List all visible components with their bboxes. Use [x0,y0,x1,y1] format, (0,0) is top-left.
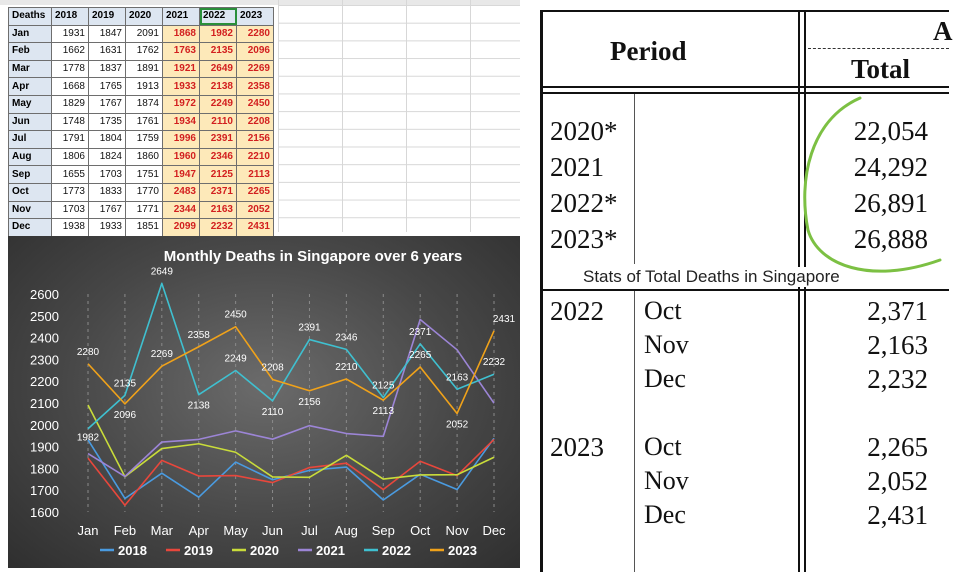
value-cell[interactable]: 1933 [163,78,200,96]
y-tick-label: 2500 [30,308,59,324]
annual-total: 26,888 [853,224,928,254]
value-cell[interactable]: 1767 [89,95,126,113]
data-label: 2163 [445,372,469,384]
x-tick-label: Jan [77,523,99,538]
series-line-2022 [88,283,494,431]
legend-label: 2019 [184,543,213,558]
annual-period: 2023* [550,224,618,254]
data-label: 2249 [224,353,247,365]
series-line-2020 [88,405,494,479]
x-tick-label: Dec [482,523,506,538]
value-cell[interactable]: 2099 [163,219,200,237]
value-cell[interactable]: 1824 [89,148,126,166]
data-label: 2649 [150,266,173,278]
legend-label: 2021 [316,543,345,558]
value-cell[interactable]: 2391 [200,131,237,149]
month-label: Dec [644,364,686,393]
data-label: 2210 [335,362,358,374]
header-cell-label[interactable]: Deaths [9,8,52,26]
value-cell[interactable]: 1868 [163,25,200,43]
month-cell[interactable]: Mar [9,60,52,78]
sheet-empty-grid [278,0,528,232]
data-label: 2265 [409,350,432,362]
data-label: 2280 [76,346,100,358]
series-line-2019 [88,439,494,505]
value-cell[interactable]: 1921 [163,60,200,78]
y-tick-label: 1700 [30,483,59,499]
data-label: 2096 [113,409,137,421]
data-label: 2371 [409,326,432,338]
month-cell[interactable]: May [9,95,52,113]
value-cell[interactable]: 2156 [237,131,274,149]
highlight-circle [790,90,949,290]
value-cell[interactable]: 2431 [237,219,274,237]
value-cell[interactable]: 1829 [52,95,89,113]
value-cell[interactable]: 2483 [163,183,200,201]
y-tick-label: 2200 [30,374,59,390]
data-label: 2138 [187,400,210,412]
value-cell[interactable]: 1931 [52,25,89,43]
header-cell-year[interactable]: 2018 [52,8,89,26]
legend-label: 2020 [250,543,279,558]
table-row [9,113,274,131]
month-cell[interactable]: Jun [9,113,52,131]
table-row [9,131,274,149]
data-label: 2125 [372,380,395,392]
table-border-left [540,10,543,572]
month-cell[interactable]: Feb [9,43,52,61]
value-cell[interactable]: 1891 [126,60,163,78]
value-cell[interactable]: 2265 [237,183,274,201]
x-tick-label: Mar [150,523,174,538]
y-tick-label: 1600 [30,505,59,520]
value-cell[interactable]: 2125 [200,166,237,184]
y-tick-label: 2300 [30,352,59,368]
month-cell[interactable]: Nov [9,201,52,219]
chart-legend [100,543,477,558]
value-cell[interactable]: 1748 [52,113,89,131]
value-cell[interactable]: 1947 [163,166,200,184]
value-cell[interactable]: 1938 [52,219,89,237]
value-cell[interactable]: 1972 [163,95,200,113]
data-label: 2208 [261,362,284,374]
block-year: 2023 [550,432,604,462]
month-label: Nov [644,330,689,359]
month-total: 2,431 [867,500,928,530]
x-tick-label: Sep [371,523,395,538]
value-cell[interactable]: 2113 [237,166,274,184]
month-cell[interactable]: Apr [9,78,52,96]
series-line-2018 [88,438,494,500]
table-header-row [9,8,274,26]
data-label: 2113 [372,406,395,418]
y-tick-label: 2000 [30,417,59,433]
header-cell-year[interactable]: 2020 [126,8,163,26]
header-cell-year[interactable]: 2019 [89,8,126,26]
x-tick-label: Aug [334,523,358,538]
data-label: 2358 [187,329,210,341]
data-label: 2232 [482,357,506,369]
value-cell[interactable]: 1751 [126,166,163,184]
data-label: 2110 [261,406,284,418]
value-cell[interactable]: 1761 [126,113,163,131]
line-chart [8,236,520,568]
value-cell[interactable]: 2346 [200,148,237,166]
value-cell[interactable]: 2110 [200,113,237,131]
value-cell[interactable]: 1759 [126,131,163,149]
data-label: 1982 [76,432,100,444]
table-row [9,166,274,184]
data-label: 2269 [150,349,173,361]
y-axis [30,287,59,520]
value-cell[interactable]: 1933 [89,219,126,237]
data-label: 2346 [335,332,358,344]
month-cell[interactable]: Jan [9,25,52,43]
legend-label: 2018 [118,543,147,558]
value-cell[interactable]: 2371 [200,183,237,201]
month-total: 2,371 [867,296,928,326]
value-cell[interactable]: 2135 [200,43,237,61]
value-cell[interactable]: 1662 [52,43,89,61]
table-row [9,95,274,113]
value-cell[interactable]: 1982 [200,25,237,43]
data-label: 2431 [492,313,516,325]
value-cell[interactable]: 1735 [89,113,126,131]
month-total: 2,052 [867,466,928,496]
data-label: 2156 [298,396,321,408]
value-cell[interactable]: 1913 [126,78,163,96]
period-header: Period [610,36,687,66]
y-tick-label: 2100 [30,396,59,411]
period-inner-divider-1 [634,94,635,264]
header-dotted-rule [808,48,949,49]
block-year: 2022 [550,296,604,326]
value-cell[interactable]: 2138 [200,78,237,96]
period-inner-divider-2 [634,291,635,572]
value-cell[interactable]: 1837 [89,60,126,78]
stats-table [540,0,953,572]
annual-total: 24,292 [853,152,928,182]
header-rule-1 [540,86,949,88]
value-cell[interactable]: 2269 [237,60,274,78]
total-header: Total [851,54,911,84]
value-cell[interactable]: 1934 [163,113,200,131]
month-label: Dec [644,500,686,529]
value-cell[interactable]: 1860 [126,148,163,166]
spreadsheet [0,0,528,232]
value-cell[interactable]: 2450 [237,95,274,113]
value-cell[interactable]: 1762 [126,43,163,61]
value-cell[interactable]: 2344 [163,201,200,219]
data-label: 2450 [224,309,247,321]
x-tick-label: Jun [262,523,284,538]
header-cell-year[interactable]: 2021 [163,8,200,26]
value-cell[interactable]: 1996 [163,131,200,149]
data-label: 2135 [113,378,137,390]
annual-period: 2020* [550,116,618,146]
series-line-2021 [88,320,494,477]
value-cell[interactable]: 2280 [237,25,274,43]
value-cell[interactable]: 1874 [126,95,163,113]
table-row [9,148,274,166]
legend-label: 2022 [382,543,411,558]
value-cell[interactable]: 1767 [89,201,126,219]
data-labels [77,266,516,443]
x-tick-label: May [223,523,248,538]
value-cell[interactable]: 1847 [89,25,126,43]
value-cell[interactable]: 1770 [126,183,163,201]
y-tick-label: 2400 [30,330,59,346]
month-cell[interactable]: Sep [9,166,52,184]
value-cell[interactable]: 1778 [52,60,89,78]
y-tick-label: 2600 [30,287,59,302]
value-cell[interactable]: 1773 [52,183,89,201]
value-cell[interactable]: 2163 [200,201,237,219]
table-row [9,183,274,201]
month-cell[interactable]: Oct [9,183,52,201]
month-label: Oct [644,296,682,325]
annual-period: 2022* [550,188,618,218]
value-cell[interactable]: 2649 [200,60,237,78]
value-cell[interactable]: 1631 [89,43,126,61]
value-cell[interactable]: 2208 [237,113,274,131]
annual-total: 26,891 [853,188,928,218]
value-cell[interactable]: 1806 [52,148,89,166]
legend-label: 2023 [448,543,477,558]
value-cell[interactable]: 2249 [200,95,237,113]
x-tick-label: Apr [188,523,209,538]
value-cell[interactable]: 1703 [89,166,126,184]
value-cell[interactable]: 1851 [126,219,163,237]
header-cell-year[interactable]: 2023 [237,8,274,26]
chart-title: Monthly Deaths in Singapore over 6 years [163,248,463,265]
value-cell[interactable]: 2052 [237,201,274,219]
month-cell[interactable]: Dec [9,219,52,237]
value-cell[interactable]: 2232 [200,219,237,237]
deaths-table [8,7,274,237]
month-cell[interactable]: Jul [9,131,52,149]
value-cell[interactable]: 1833 [89,183,126,201]
table-row [9,219,274,237]
month-cell[interactable]: Aug [9,148,52,166]
table-row [9,201,274,219]
annual-total: 22,054 [853,116,928,146]
y-tick-label: 1800 [30,461,59,477]
table-row [9,25,274,43]
x-tick-label: Feb [113,523,137,538]
partial-header: A [933,16,953,46]
month-total: 2,265 [867,432,928,462]
value-cell[interactable]: 1804 [89,131,126,149]
value-cell[interactable]: 1668 [52,78,89,96]
stats-caption: Stats of Total Deaths in Singapore [580,267,843,287]
value-cell[interactable]: 2210 [237,148,274,166]
x-tick-label: Jul [301,523,318,538]
panel-divider [520,0,540,572]
table-row [9,60,274,78]
x-tick-label: Nov [445,523,469,538]
y-tick-label: 1900 [30,439,59,455]
chart-series [88,283,494,505]
value-cell[interactable]: 1771 [126,201,163,219]
x-axis [78,523,507,538]
data-label: 2391 [298,322,321,334]
value-cell[interactable]: 2358 [237,78,274,96]
header-cell-year[interactable]: 2022 [200,8,237,26]
x-tick-label: Oct [410,523,431,538]
chart-panel [8,236,520,568]
month-total: 2,232 [867,364,928,394]
data-label: 2052 [445,419,469,431]
table-row [9,43,274,61]
value-cell[interactable]: 1765 [89,78,126,96]
month-label: Oct [644,432,682,461]
value-cell[interactable]: 1703 [52,201,89,219]
month-total: 2,163 [867,330,928,360]
value-cell[interactable]: 1791 [52,131,89,149]
value-cell[interactable]: 1655 [52,166,89,184]
table-row [9,78,274,96]
value-cell[interactable]: 2091 [126,25,163,43]
value-cell[interactable]: 2096 [237,43,274,61]
value-cell[interactable]: 1763 [163,43,200,61]
table-border-top [540,10,949,12]
annual-period: 2021 [550,152,604,182]
value-cell[interactable]: 1960 [163,148,200,166]
month-label: Nov [644,466,689,495]
